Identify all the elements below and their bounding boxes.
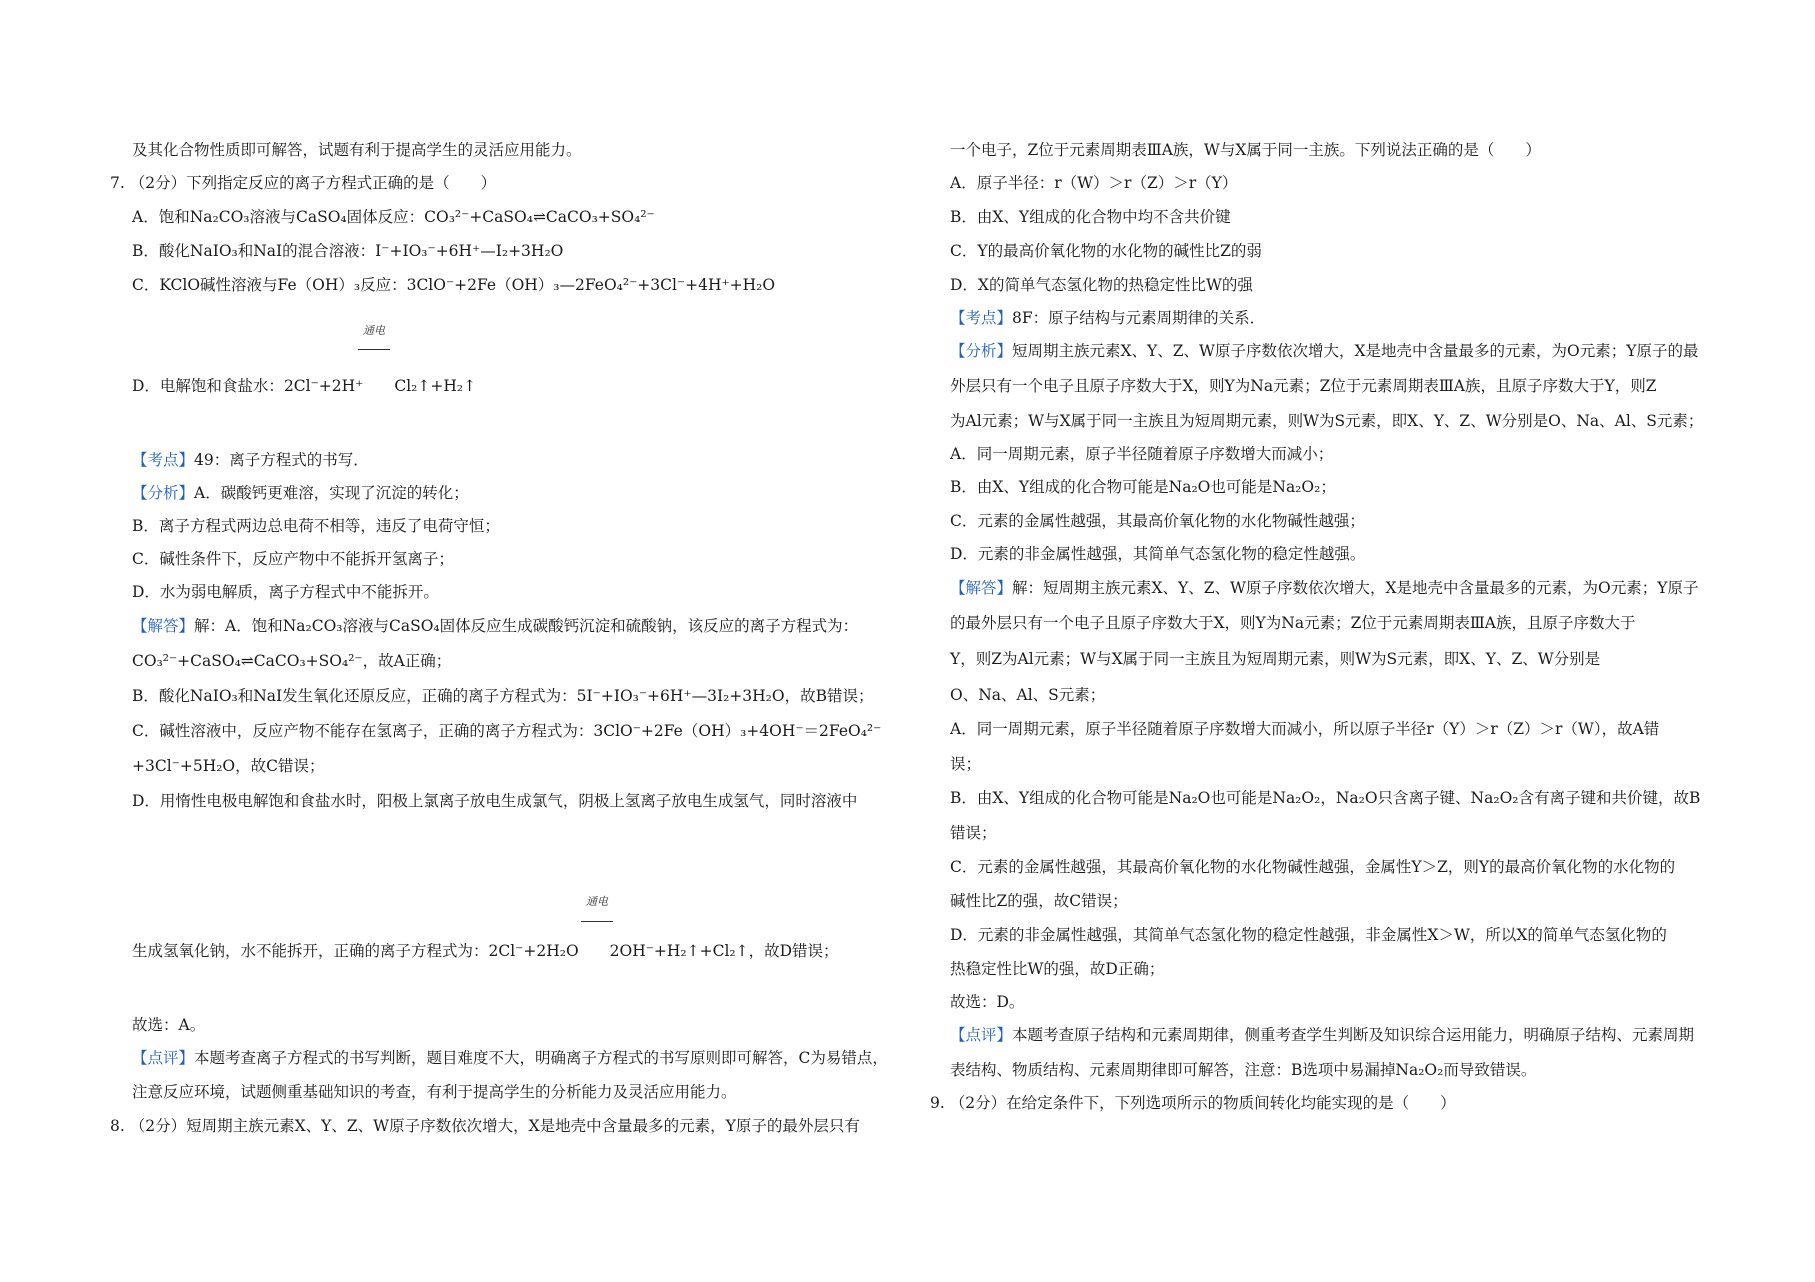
jieda-tag: 【解答】 — [132, 617, 195, 635]
answer-line: 故选：D。 — [950, 993, 1025, 1011]
fenxi-c: C．碱性条件下，反应产物中不能拆开氢离子； — [132, 550, 454, 568]
equation: 3ClO⁻+2Fe（OH）₃—2FeO₄²⁻+3Cl⁻+4H⁺+H₂O — [406, 276, 776, 294]
jieda-d-cont: 热稳定性比W的强，故D正确； — [950, 960, 1165, 978]
option-c: C．KClO碱性溶液与Fe（OH）₃反应：3ClO⁻+2Fe（OH）₃—2FeO₄²⁻+3Cl⁻+4H⁺+H₂O — [132, 276, 776, 294]
jieda-b: B．酸化NaIO₃和NaI发生氧化还原反应，正确的离子方程式为：5I⁻+IO₃⁻+6H⁺—3I₂+3H₂O，故B错误； — [132, 687, 874, 705]
equation: 2Cl⁻+2H⁺ Cl₂↑+H₂↑ — [283, 377, 477, 395]
jieda-cont: 的最外层只有一个电子且原子序数大于X，则Y为Na元素；Z位于元素周期表ⅢA族，且原子序数大于 — [950, 614, 1636, 632]
option-a: A．饱和Na₂CO₃溶液与CaSO₄固体反应：CO₃²⁻+CaSO₄⇌CaCO₃+SO₄²⁻ — [132, 208, 655, 226]
jieda-cont: Y，则Z为Al元素；W与X属于同一主族且为短周期元素，则W为S元素，即X、Y、Z、W分别是 — [950, 650, 1601, 668]
electrolysis-condition: 通电 — [363, 324, 385, 337]
fenxi-d: D．元素的非金属性越强，其简单气态氢化物的稳定性越强。 — [950, 545, 1366, 563]
jieda-d-cont: 生成氢氧化钠，水不能拆开，正确的离子方程式为：2Cl⁻+2H₂O 2OH⁻+H₂↑+Cl₂↑，故D错误； — [132, 942, 839, 960]
dianping-cont: 注意反应环境，试题侧重基础知识的考查，有利于提高学生的分析能力及灵活应用能力。 — [132, 1083, 737, 1101]
jieda-line: 【解答】解：短周期主族元素X、Y、Z、W原子序数依次增大，X是地壳中含量最多的元素，为O元素；Y原子 — [950, 579, 1699, 597]
answer-line: 故选：A。 — [132, 1016, 206, 1034]
fenxi-d: D．水为弱电解质，离子方程式中不能拆开。 — [132, 583, 439, 601]
dianping-line: 【点评】本题考查离子方程式的书写判断，题目难度不大，明确离子方程式的书写原则即可解答，C为易错点， — [132, 1049, 888, 1067]
question-number: 8. — [110, 1117, 125, 1135]
question-7 — [110, 172, 496, 194]
option-d: D．电解饱和食盐水：2Cl⁻+2H⁺ Cl₂↑+H₂↑ — [132, 377, 477, 395]
dianping-cont: 表结构、物质结构、元素周期律即可解答，注意：B选项中易漏掉Na₂O₂而导致错误。 — [950, 1061, 1537, 1079]
kaodian-tag: 【考点】 — [950, 309, 1013, 327]
equation: I⁻+IO₃⁻+6H⁺—I₂+3H₂O — [375, 242, 564, 260]
jieda-d: D．用惰性电极电解饱和食盐水时，阳极上氯离子放电生成氯气，阴极上氢离子放电生成氢气，同时溶液中 — [132, 792, 858, 810]
jieda-c-cont: 碱性比Z的强，故C错误； — [950, 892, 1128, 910]
dianping-line: 【点评】本题考查原子结构和元素周期律，侧重考查学生判断及知识综合运用能力，明确原子结构、元素周期 — [950, 1026, 1695, 1044]
question-stem: （2分）在给定条件下，下列选项所示的物质间转化均能实现的是（ ） — [949, 1094, 1456, 1112]
jieda-c: C．元素的金属性越强，其最高价氧化物的水化物碱性越强，金属性Y＞Z，则Y的最高价氧化物的水化物的 — [950, 858, 1676, 876]
question-stem: （2分）下列指定反应的离子方程式正确的是（ ） — [129, 174, 497, 192]
kaodian-line: 【考点】8F：原子结构与元素周期律的关系． — [950, 309, 1266, 327]
fenxi-cont: 外层只有一个电子且原子序数大于X，则Y为Na元素；Z位于元素周期表ⅢA族，且原子序数大于Y，则Z — [950, 377, 1657, 395]
option-d: D．X的简单气态氢化物的热稳定性比W的强 — [950, 276, 1253, 294]
option-c: C．Y的最高价氧化物的水化物的碱性比Z的弱 — [950, 242, 1262, 260]
fenxi-c: C．元素的金属性越强，其最高价氧化物的水化物碱性越强； — [950, 512, 1365, 530]
option-b: B．由X、Y组成的化合物中均不含共价键 — [950, 208, 1231, 226]
jieda-d: D．元素的非金属性越强，其简单气态氢化物的稳定性越强，非金属性X＞W，所以X的简单气态氢化物的 — [950, 926, 1667, 944]
reaction-arrow-bar — [358, 349, 390, 350]
jieda-b-cont: 错误； — [950, 824, 997, 842]
question-stem: （2分）短周期主族元素X、Y、Z、W原子序数依次增大，X是地壳中含量最多的元素，Y原子的最外层只有 — [129, 1117, 860, 1135]
jieda-a-eq: CO₃²⁻+CaSO₄⇌CaCO₃+SO₄²⁻，故A正确； — [132, 652, 452, 670]
jieda-line: 【解答】解：A．饱和Na₂CO₃溶液与CaSO₄固体反应生成碳酸钙沉淀和硫酸钠，该反应的离子方程式为： — [132, 617, 859, 635]
jieda-a: A．同一周期元素，原子半径随着原子序数增大而减小，所以原子半径r（Y）＞r（Z）＞r（W），故A错 — [950, 720, 1660, 738]
question-number: 7. — [110, 174, 125, 192]
jieda-cont: O、Na、Al、S元素； — [950, 686, 1106, 704]
fenxi-a: A．同一周期元素，原子半径随着原子序数增大而减小； — [950, 445, 1334, 463]
continuation-line: 及其化合物性质即可解答，试题有利于提高学生的灵活应用能力。 — [132, 141, 582, 159]
fenxi-line: 【分析】A．碳酸钙更难溶，实现了沉淀的转化； — [132, 484, 469, 502]
jieda-c-cont: +3Cl⁻+5H₂O，故C错误； — [132, 757, 325, 775]
dianping-tag: 【点评】 — [132, 1049, 195, 1067]
jieda-a-cont: 误； — [950, 755, 982, 773]
fenxi-line: 【分析】短周期主族元素X、Y、Z、W原子序数依次增大，X是地壳中含量最多的元素，为O元素；Y原子的最 — [950, 342, 1699, 360]
kaodian-tag: 【考点】 — [132, 451, 195, 469]
fenxi-tag: 【分析】 — [132, 484, 195, 502]
option-a: A．原子半径：r（W）＞r（Z）＞r（Y） — [950, 174, 1238, 192]
question-9 — [930, 1092, 1456, 1114]
equation: CO₃²⁻+CaSO₄⇌CaCO₃+SO₄²⁻ — [424, 208, 655, 226]
electrolysis-condition: 通电 — [586, 895, 608, 908]
question-8 — [110, 1115, 860, 1137]
jieda-c: C．碱性溶液中，反应产物不能存在氢离子，正确的离子方程式为：3ClO⁻+2Fe（OH）₃+4OH⁻＝2FeO₄²⁻ — [132, 722, 882, 740]
question-number: 9. — [930, 1094, 945, 1112]
kaodian-line: 【考点】49：离子方程式的书写． — [132, 451, 369, 469]
fenxi-b: B．由X、Y组成的化合物可能是Na₂O也可能是Na₂O₂； — [950, 478, 1336, 496]
fenxi-b: B．离子方程式两边总电荷不相等，违反了电荷守恒； — [132, 517, 500, 535]
dianping-tag: 【点评】 — [950, 1026, 1013, 1044]
question-8-cont: 一个电子，Z位于元素周期表ⅢA族，W与X属于同一主族。下列说法正确的是（ ） — [950, 141, 1541, 159]
fenxi-cont: 为Al元素；W与X属于同一主族且为短周期元素，则W为S元素，即X、Y、Z、W分别是O、Na、Al、S元素； — [950, 412, 1704, 430]
fenxi-tag: 【分析】 — [950, 342, 1013, 360]
jieda-b: B．由X、Y组成的化合物可能是Na₂O也可能是Na₂O₂，Na₂O只含离子键、Na₂O₂含有离子键和共价键，故B — [950, 789, 1701, 807]
option-b: B．酸化NaIO₃和NaI的混合溶液：I⁻+IO₃⁻+6H⁺—I₂+3H₂O — [132, 242, 564, 260]
jieda-tag: 【解答】 — [950, 579, 1013, 597]
reaction-arrow-bar — [581, 921, 613, 922]
